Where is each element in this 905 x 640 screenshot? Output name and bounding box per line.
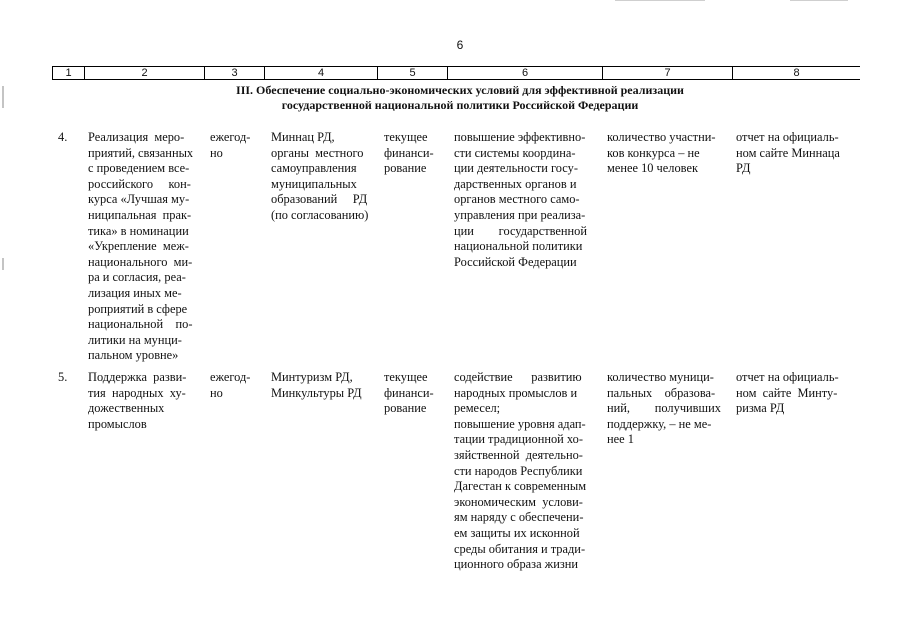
cell-line: дарственных органов и (454, 176, 577, 191)
column-number-4: 4 (265, 67, 378, 79)
cell-line: (по согласованию) (271, 207, 369, 222)
cell-line: российского кон- (88, 176, 191, 191)
column-number-header (52, 66, 860, 80)
cell-line: ем защиты их исконной (454, 525, 580, 540)
cell-line: тации традиционной хо- (454, 432, 583, 447)
cell-line: содействие развитию (454, 370, 582, 384)
cell-line: органов местного само- (454, 192, 580, 207)
row-5-result (454, 370, 586, 573)
cell-line: курса «Лучшая му- (88, 192, 190, 207)
row-5-number: 5. (58, 370, 68, 384)
cell-line: народных промыслов и (454, 385, 578, 400)
cell-line: повышение эффективно- (454, 130, 586, 144)
cell-line: зяйственной деятельно- (454, 447, 583, 462)
cell-line: ежегод- (210, 130, 251, 144)
row-5-funding (384, 370, 434, 417)
cell-line: РД (736, 161, 751, 176)
column-number-5: 5 (378, 67, 448, 79)
cell-line: управления при реализа- (454, 207, 586, 222)
cell-line: пальных образова- (607, 385, 716, 400)
cell-line: ном сайте Миннаца (736, 145, 840, 160)
scan-line-top-right (790, 0, 848, 1)
cell-line: тика» в номинации (88, 223, 189, 238)
cell-line: «Укрепление меж- (88, 239, 189, 254)
cell-line: Миннац РД, (271, 130, 335, 144)
cell-line: ниципальная прак- (88, 207, 192, 222)
cell-line: текущее (384, 130, 428, 144)
cell-line: ционного образа жизни (454, 557, 579, 572)
cell-line: приятий, связанных (88, 145, 194, 160)
row-5-report (736, 370, 839, 417)
cell-line: но (210, 145, 223, 160)
column-number-6: 6 (448, 67, 603, 79)
cell-line: ний, получивших (607, 401, 721, 416)
row-4-funding (384, 130, 434, 177)
cell-line: Дагестан к современным (454, 479, 587, 494)
cell-line: муниципальных (271, 176, 357, 191)
column-number-3: 3 (205, 67, 265, 79)
cell-line: менее 10 человек (607, 161, 698, 176)
column-number-8: 8 (793, 67, 800, 79)
row-5-term (210, 370, 250, 401)
cell-line: с проведением все- (88, 161, 190, 176)
cell-line: Реализация меро- (88, 130, 185, 144)
row-5-executors (271, 370, 362, 401)
cell-line: лизация иных ме- (88, 285, 182, 300)
column-number-2: 2 (85, 67, 205, 79)
row-4-result (454, 130, 587, 270)
cell-line: ра и согласия, реа- (88, 270, 186, 285)
cell-line: но (210, 385, 223, 400)
row-5-indicator (607, 370, 721, 448)
cell-line: пальном уровне» (88, 348, 179, 363)
cell-line: сти системы координа- (454, 145, 576, 160)
row-4-term (210, 130, 250, 161)
scan-line-top-left (615, 0, 705, 1)
cell-line: рование (384, 161, 427, 176)
cell-line: ном сайте Минту- (736, 385, 838, 400)
cell-line: ремесел; (454, 401, 501, 416)
column-number-1: 1 (53, 67, 85, 79)
scan-edge-mark-left (2, 86, 4, 108)
cell-line: отчет на официаль- (736, 370, 839, 384)
cell-line: количество участни- (607, 130, 716, 144)
page-number: 6 (456, 38, 464, 52)
cell-line: промыслов (88, 416, 147, 431)
row-4-report (736, 130, 840, 177)
cell-line: текущее (384, 370, 428, 384)
cell-line: национальной политики (454, 239, 583, 254)
column-number-7: 7 (603, 67, 733, 79)
cell-line: рование (384, 401, 427, 416)
cell-line: сти народов Республики (454, 463, 583, 478)
cell-line: повышение уровня адап- (454, 416, 586, 431)
cell-line: тия народных ху- (88, 385, 186, 400)
cell-line: экономическим услови- (454, 494, 583, 509)
cell-line: ризма РД (736, 401, 785, 416)
cell-line: финанси- (384, 385, 434, 400)
scan-edge-mark-left-2 (2, 258, 4, 270)
cell-line: ям наряду с обеспечени- (454, 510, 584, 525)
row-5-measure (88, 370, 186, 432)
row-4-measure (88, 130, 193, 364)
cell-line: ции государственной (454, 223, 587, 238)
cell-line: поддержку, – не ме- (607, 416, 712, 431)
cell-line: количество муници- (607, 370, 714, 384)
cell-line: ежегод- (210, 370, 251, 384)
row-4-executors (271, 130, 368, 224)
section-title (180, 83, 740, 113)
cell-line: литики на мунци- (88, 332, 182, 347)
cell-line: органы местного (271, 145, 364, 160)
cell-line: финанси- (384, 145, 434, 160)
cell-line: нее 1 (607, 432, 634, 447)
cell-line: среды обитания и тради- (454, 541, 586, 556)
cell-line: Поддержка разви- (88, 370, 187, 384)
cell-line: роприятий в сфере (88, 301, 188, 316)
cell-line: образований РД (271, 192, 368, 207)
cell-line: Минкультуры РД (271, 385, 362, 400)
cell-line: ции деятельности госу- (454, 161, 578, 176)
section-title-line-2: государственной национальной политики Российской Федерации (281, 98, 639, 112)
section-title-line-1: III. Обеспечение социально-экономических условий для эффективной реализации (236, 83, 684, 97)
cell-line: дожественных (88, 401, 165, 416)
row-4-indicator (607, 130, 715, 177)
cell-line: самоуправления (271, 161, 357, 176)
cell-line: Минтуризм РД, (271, 370, 353, 384)
cell-line: Российской Федерации (454, 254, 577, 269)
cell-line: национальной по- (88, 317, 193, 332)
row-4-number: 4. (58, 130, 68, 144)
cell-line: ков конкурса – не (607, 145, 700, 160)
cell-line: отчет на официаль- (736, 130, 839, 144)
cell-line: национального ми- (88, 254, 193, 269)
